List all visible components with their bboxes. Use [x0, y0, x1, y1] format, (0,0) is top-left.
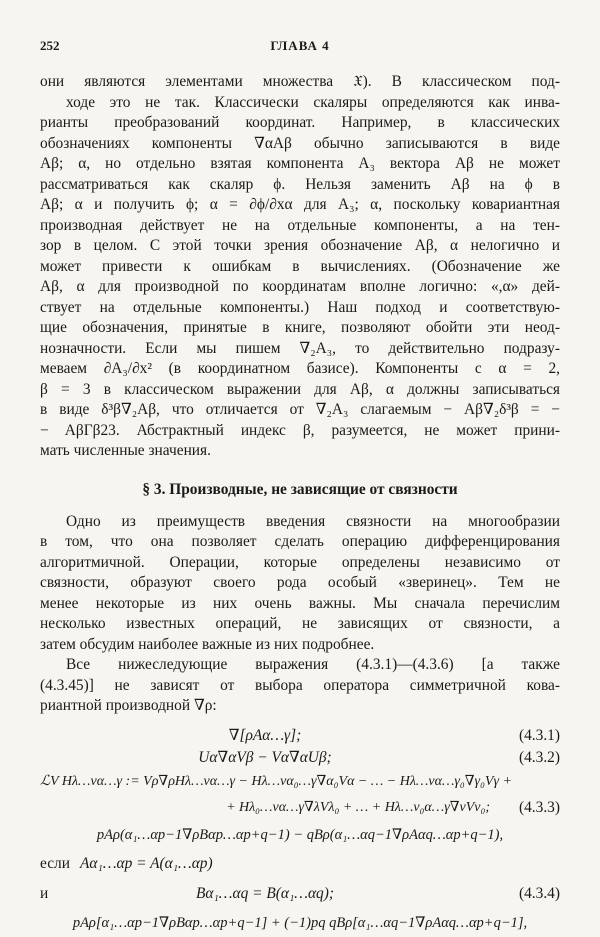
equation-prefix: если	[40, 854, 70, 872]
section-title: § 3. Производные, не зависящие от связности	[142, 480, 458, 498]
text-line: (4.3.45)] не зависят от выбора оператора симметричной кова-	[40, 676, 560, 694]
text-line: β = 3 в классическом выражении для Aβ, α должны записываться	[40, 380, 560, 398]
text-line: обозначениях компоненты ∇αAβ обычно записываются в виде	[40, 134, 560, 152]
text-line: ствует на отдельные компоненты.) Наш подход и соответствую-	[40, 298, 560, 316]
text-line: риантной производной ∇ρ:	[40, 697, 217, 714]
text-line: мать численные значения.	[40, 442, 211, 459]
equation-expression: ℒV Hλ…να…γ := Vρ∇ρHλ…να…γ − Hλ…να₀…γ∇α₀Vα − … − Hλ…να…γ₀∇γ₀Vγ +	[40, 773, 512, 789]
equation-prefix: и	[40, 884, 49, 902]
text-line: Aβ; α, но отдельно взятая компонента A₃ вектора Aβ не может	[40, 155, 560, 172]
text-line: в том, что она позволяет сделать операцию дифференцирования	[40, 533, 560, 550]
text-line: в виде δ³β∇₂Aβ, что отличается от ∇₂A₃ слагаемым − Aβ∇₂δ³β = −	[40, 401, 560, 418]
running-header	[40, 38, 560, 60]
text-line: − AβΓβ23. Абстрактный индекс β, разумеется, не может прини-	[40, 421, 560, 439]
text-line: может привести к ошибкам в вычислениях. (Обозначение же	[40, 257, 560, 275]
equation-4-3-3-line3	[40, 821, 560, 849]
equation-expression: pAρ[α₁…αp−1∇ρBαp…αp+q−1] + (−1)pq qBρ[α₁…αq−1∇ρAαq…αp+q−1],	[72, 914, 528, 931]
text-line: зор в целом. С этой точки зрения обозначение Aβ, α нелогично и	[40, 237, 560, 254]
equation-expression: pAρ(α₁…αp−1∇ρBαp…αp+q−1) − qBρ(α₁…αq−1∇ρAαq…αp+q−1),	[96, 826, 504, 843]
equation-expression: Uα∇αVβ − Vα∇αUβ;	[198, 748, 332, 766]
chapter-title: ГЛАВА 4	[270, 38, 330, 53]
equation-4-3-3-line1	[40, 769, 560, 795]
text-line: щие обозначения, принятые в книге, позволяют обойти эти неод-	[40, 319, 560, 336]
equation-4-3-1	[40, 725, 560, 747]
equation-4-3-4	[40, 879, 560, 909]
text-line: Aβ; α и получить ϕ; α = ∂ϕ/∂xα для A₃; α, поскольку ковариантная	[40, 196, 560, 213]
equation-4-3-3-line2	[40, 795, 560, 821]
equation-4-3-4-line2	[40, 909, 560, 937]
equation-expression: + Hλ₀…να…γ∇λVλ₀ + … + Hλ…ν₀α…γ∇νVν₀;	[226, 799, 490, 815]
text-line: несколько известных операций, не зависящих от связности, а	[40, 615, 560, 632]
text-line: Все нижеследующие выражения (4.3.1)—(4.3.6) [а также	[66, 656, 560, 673]
equation-number: (4.3.4)	[518, 884, 560, 902]
equation-4-3-2	[40, 747, 560, 769]
equation-expression: Aα₁…αp = A(α₁…αp)	[80, 854, 213, 872]
equation-expression: Bα₁…αq = B(α₁…αq);	[195, 884, 335, 902]
equation-number: (4.3.1)	[518, 726, 560, 744]
text-line: алгоритмичной. Операции, которые определены независимо от	[40, 553, 560, 571]
text-line: связности, образуют своего рода особый «зверинец». Тем не	[40, 574, 560, 591]
equation-number: (4.3.3)	[518, 798, 560, 816]
page-body	[40, 72, 560, 937]
equation-condition	[40, 849, 560, 879]
text-line: производная действует не на отдельные компоненты, а на тен-	[40, 216, 560, 234]
equation-expression: ∇[ρAα…γ];	[228, 726, 302, 744]
text-line: затем обсудим наиболее важные из них подробнее.	[40, 635, 375, 653]
text-line: менее некоторые из них очень важны. Мы сначала перечислим	[40, 594, 560, 612]
text-line: нозначности. Если мы пишем ∇₂A₃, то действительно подразу-	[40, 339, 560, 357]
equation-number: (4.3.2)	[518, 748, 560, 766]
text-line: Одно из преимуществ введения связности на многообразии	[66, 512, 560, 530]
text-line: рассматриваться как скаляр ϕ. Нельзя заменить Aβ на ϕ в	[40, 175, 560, 193]
text-line: рианты преобразований координат. Например, в классических	[40, 114, 560, 131]
text-line: они являются элементами множества 𝔛). В классическом под-	[40, 73, 560, 90]
text-line: ходе это не так. Классически скаляры определяются как инва-	[66, 93, 560, 111]
text-line: Aβ, α для производной по координатам вполне логично: «,α» дей-	[40, 278, 560, 295]
page-number: 252	[40, 38, 60, 53]
text-line: меваем ∂A₃/∂x² (в координатном базисе). Компоненты с α = 2,	[40, 360, 560, 377]
